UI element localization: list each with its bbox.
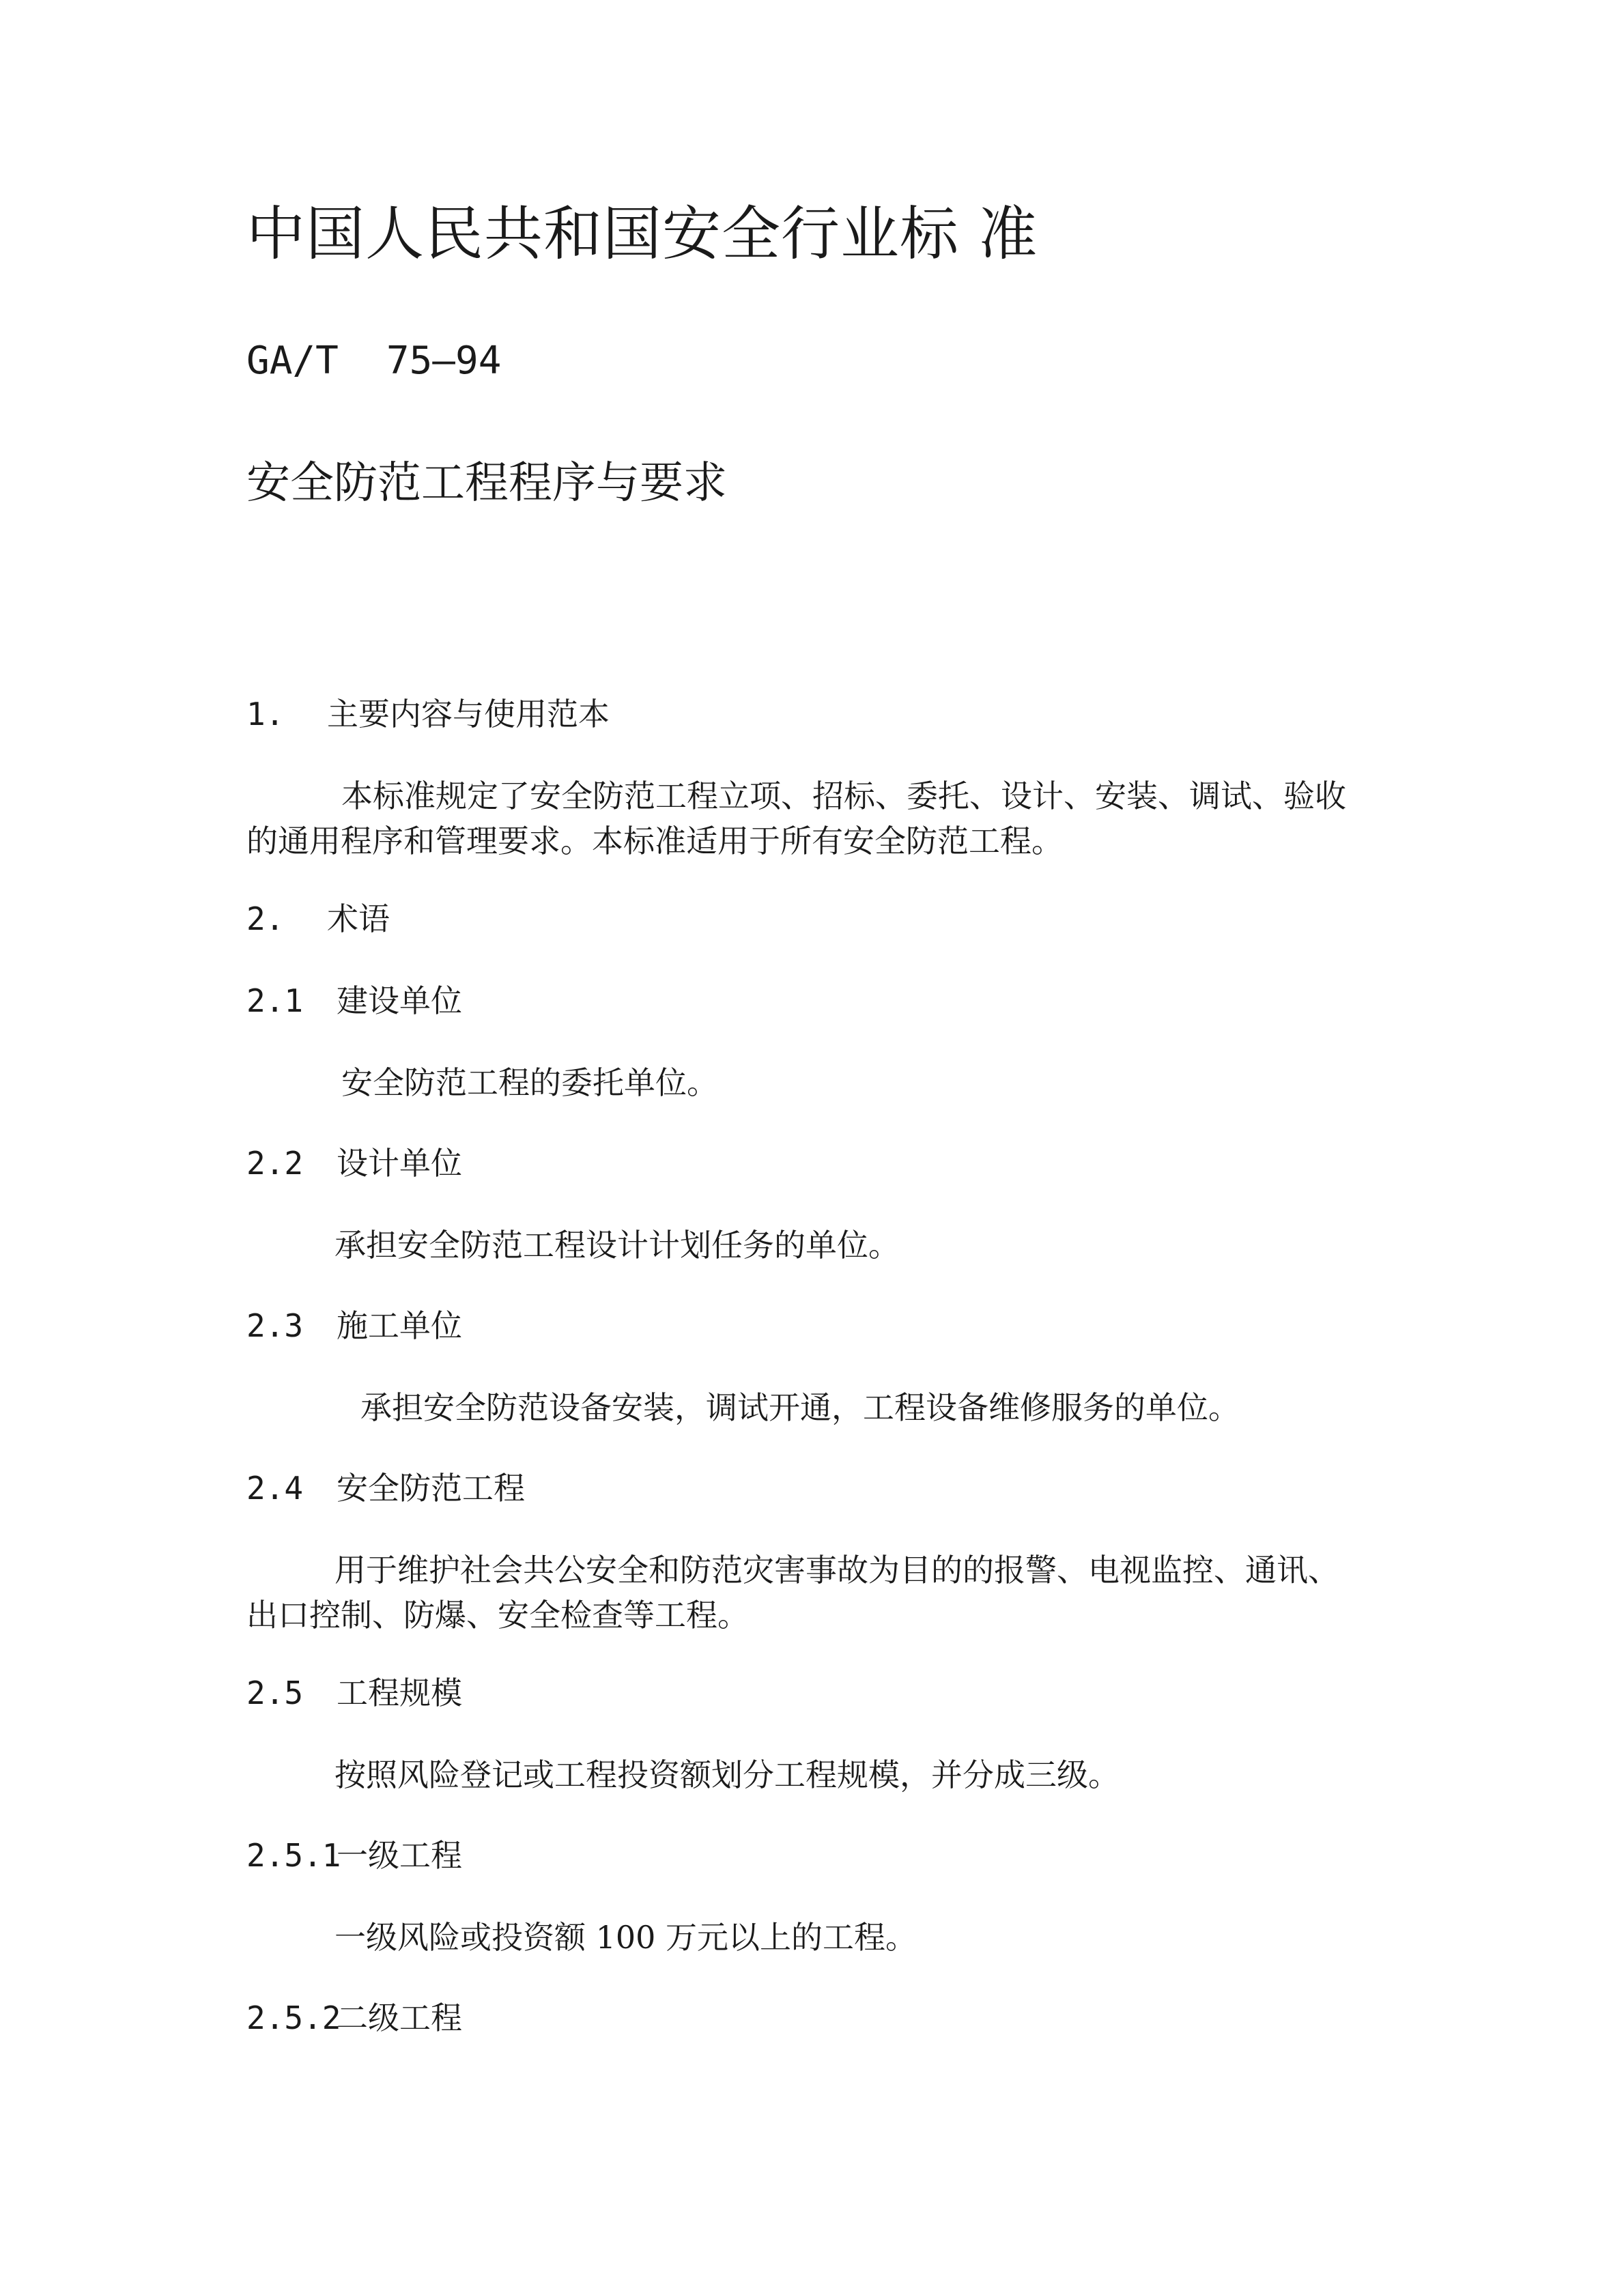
standard-title: 中国人民共和国安全行业标 准 <box>246 200 1038 268</box>
subsection-title: 二级工程 <box>337 1999 462 2036</box>
section-heading-1 <box>246 695 610 735</box>
section-number: 1. <box>246 696 285 732</box>
subsection-title: 建设单位 <box>337 982 462 1019</box>
standard-code-number: 75—94 <box>386 339 502 383</box>
subsection-title: 一级工程 <box>337 1837 462 1874</box>
paragraph-line: 安全防范工程的委托单位。 <box>341 1064 718 1101</box>
section-title: 术语 <box>327 900 390 937</box>
subsection-heading-2-5 <box>246 1674 462 1713</box>
subsection-number: 2.3 <box>246 1307 304 1344</box>
subsection-number: 2.4 <box>246 1470 304 1507</box>
subsection-number: 2.2 <box>246 1145 304 1182</box>
paragraph-line: 用于维护社会共公安全和防范灾害事故为目的的报警、电视监控、通讯、 <box>334 1552 1339 1589</box>
paragraph-line: 出口控制、防爆、安全检查等工程。 <box>246 1597 749 1634</box>
subsection-title: 安全防范工程 <box>337 1470 525 1507</box>
subsection-number: 2.5.2 <box>246 1999 341 2036</box>
subsection-number: 2.5.1 <box>246 1837 341 1874</box>
paragraph-line: 按照风险登记或工程投资额划分工程规模，并分成三级。 <box>334 1756 1120 1793</box>
paragraph-line: 承担安全防范工程设计计划任务的单位。 <box>334 1227 900 1264</box>
subsection-number: 2.5 <box>246 1675 304 1711</box>
subsection-title: 设计单位 <box>337 1145 462 1182</box>
standard-subtitle: 安全防范工程程序与要求 <box>246 458 727 509</box>
section-number: 2. <box>246 900 285 937</box>
paragraph-line: 承担安全防范设备安装，调试开通，工程设备维修服务的单位。 <box>360 1389 1240 1426</box>
section-heading-2 <box>246 900 390 939</box>
subsection-heading-2-2 <box>246 1144 462 1184</box>
paragraph-line: 本标准规定了安全防范工程立项、招标、委托、设计、安装、调试、验收 <box>341 778 1346 814</box>
section-title: 主要内容与使用范本 <box>327 696 610 732</box>
subsection-title: 工程规模 <box>337 1675 462 1711</box>
subsection-heading-2-5-2 <box>246 1999 462 2038</box>
paragraph-line: 一级风险或投资额 100 万元以上的工程。 <box>334 1919 917 1956</box>
standard-code-prefix: GA/T <box>246 339 339 383</box>
subsection-number: 2.1 <box>246 982 304 1019</box>
subsection-heading-2-1 <box>246 982 462 1021</box>
subsection-title: 施工单位 <box>337 1307 462 1344</box>
paragraph-line: 的通用程序和管理要求。本标准适用于所有安全防范工程。 <box>246 823 1063 859</box>
subsection-heading-2-5-1 <box>246 1836 462 1876</box>
subsection-heading-2-3 <box>246 1307 462 1346</box>
subsection-heading-2-4 <box>246 1469 525 1509</box>
standard-code <box>246 337 501 385</box>
